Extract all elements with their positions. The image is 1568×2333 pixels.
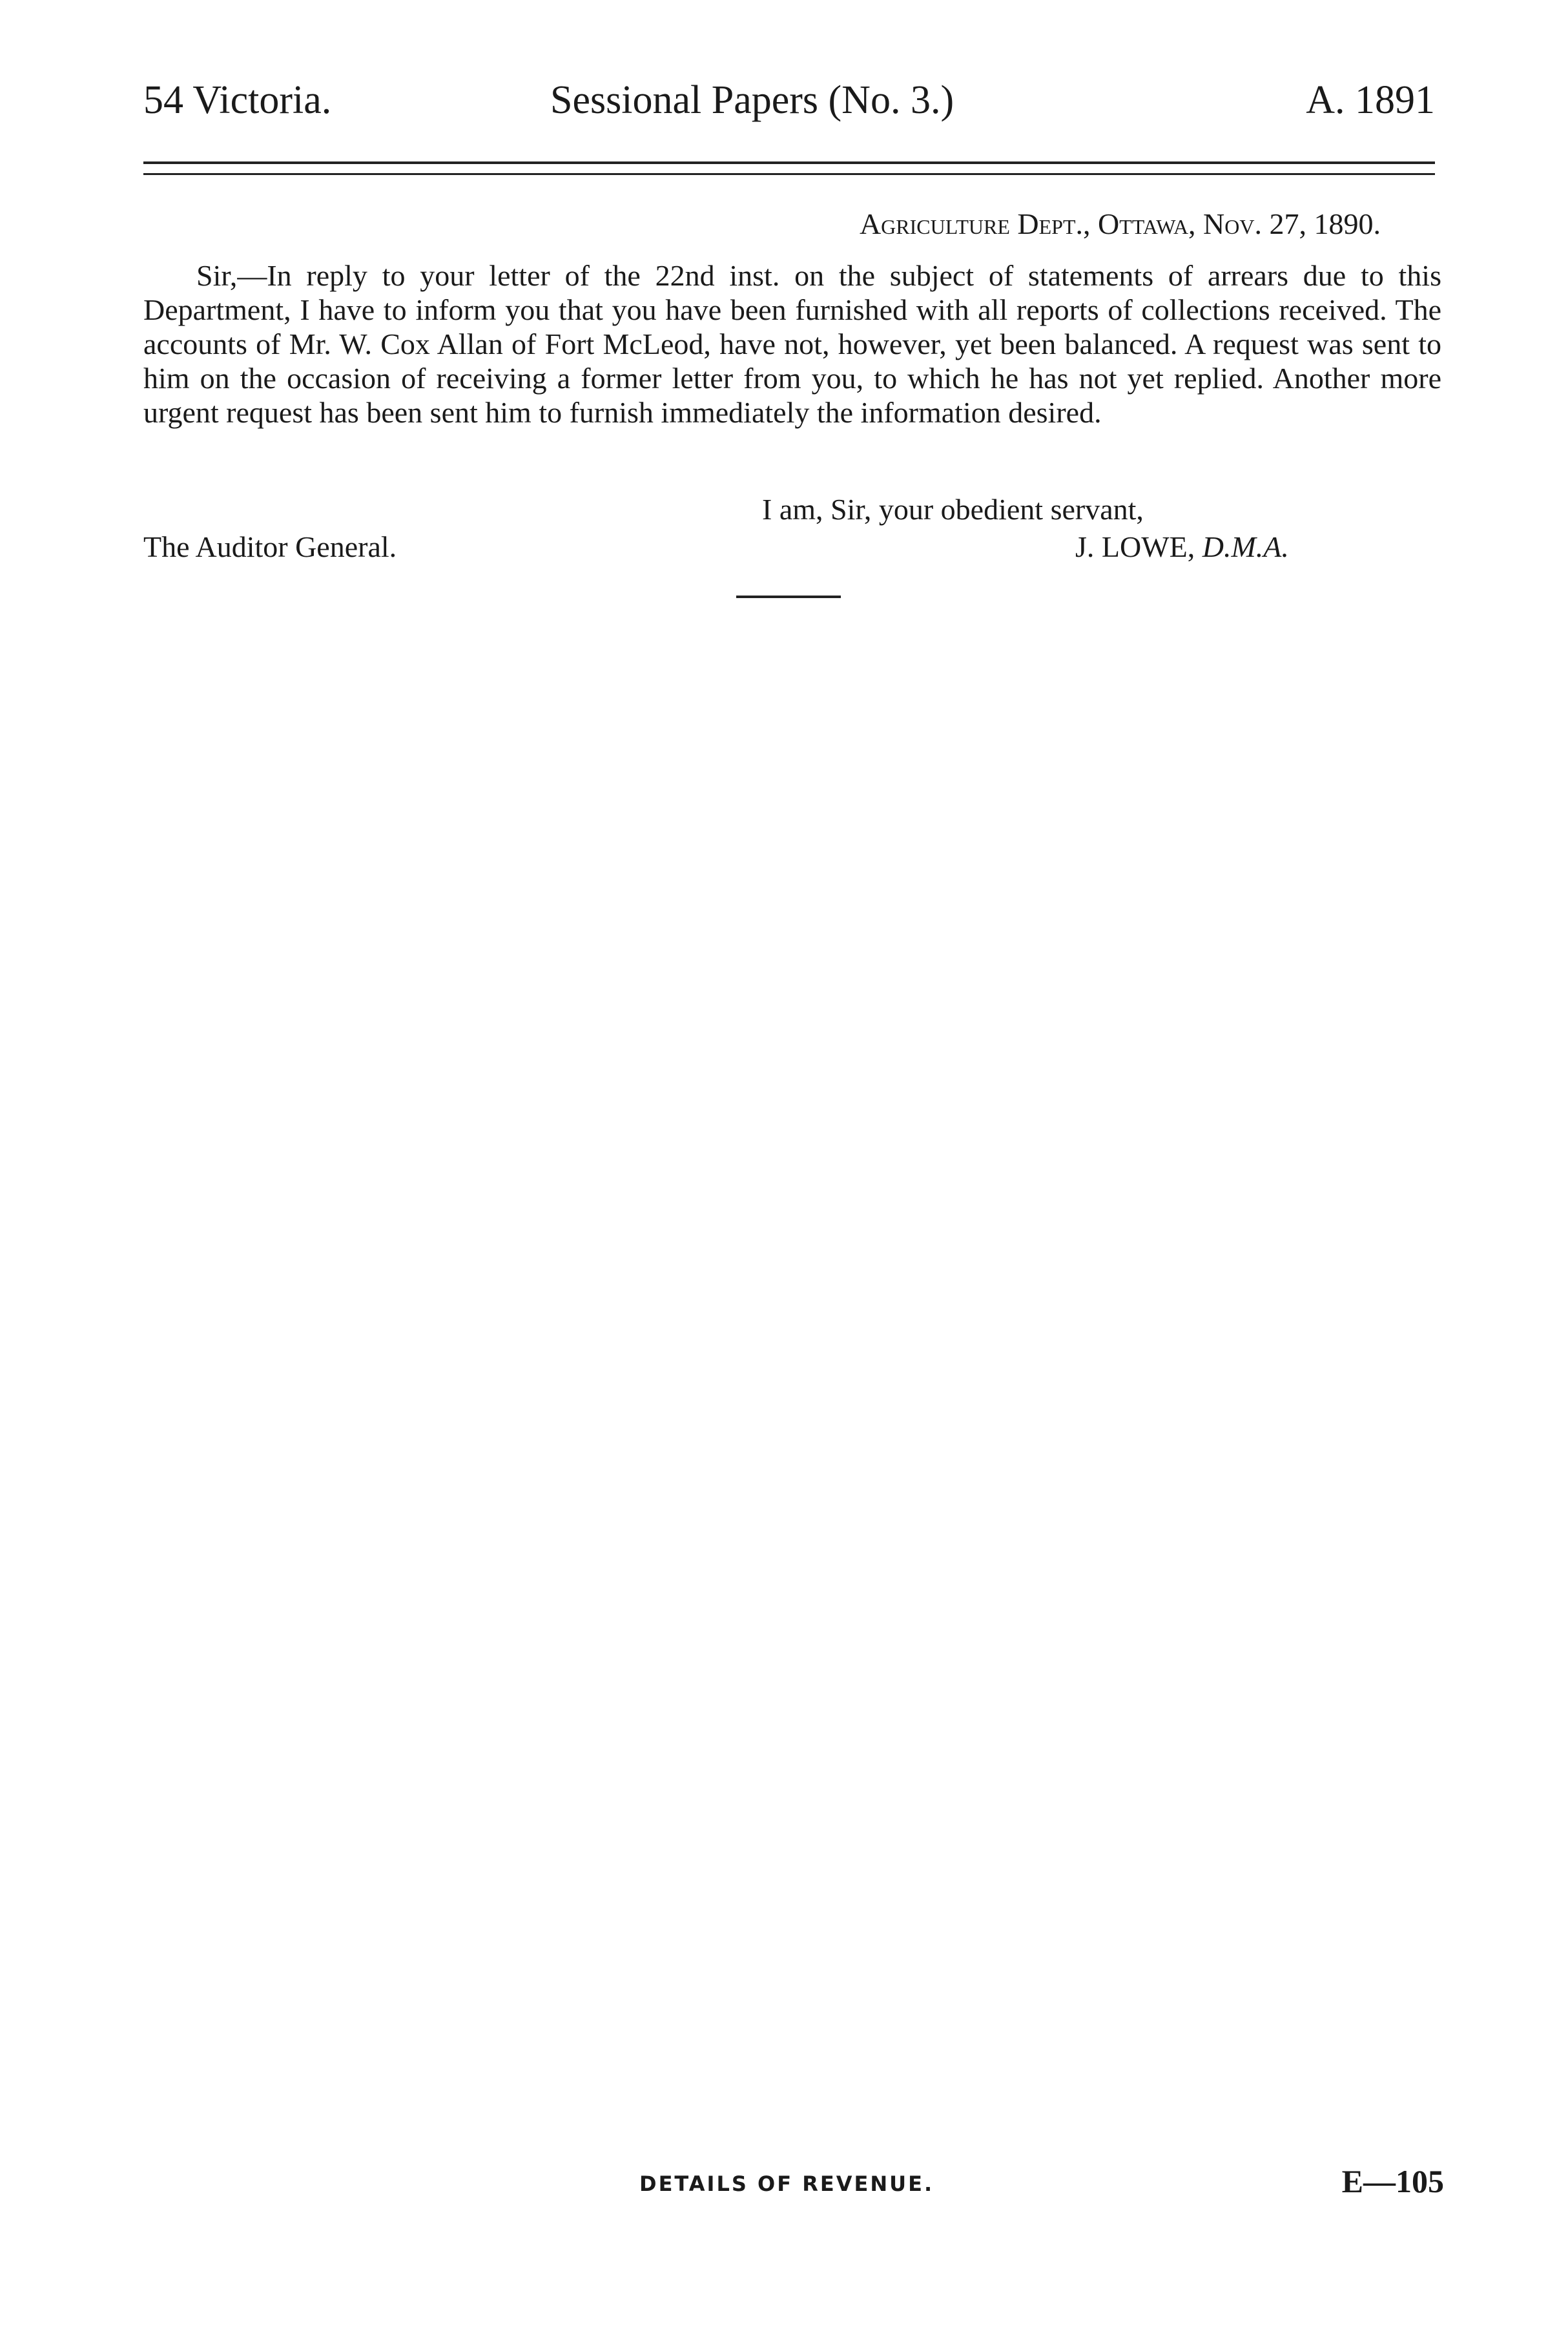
header-title: Sessional Papers (No. 3.) <box>550 78 954 122</box>
signature-name: J. LOWE, <box>1075 530 1195 563</box>
page-header <box>143 78 1435 136</box>
footer-section-title: DETAILS OF REVENUE. <box>639 2172 934 2196</box>
signature-title: D.M.A. <box>1202 530 1289 563</box>
header-session: 54 Victoria. <box>143 78 332 122</box>
letter-addressee: The Auditor General. <box>143 530 397 563</box>
header-year: A. 1891 <box>1306 78 1435 122</box>
header-rule-thick <box>143 161 1435 164</box>
section-divider <box>736 596 841 598</box>
letter-dateline: Agriculture Dept., Ottawa, Nov. 27, 1890. <box>859 207 1381 240</box>
header-rule-thin <box>143 173 1435 175</box>
letter-closing: I am, Sir, your obedient servant, <box>762 493 1144 526</box>
letter-body: Sir,—In reply to your letter of the 22nd inst. on the subject of statements of arrears due to this Department, I have to inform you that you have been furnished with all reports of collections received. The accounts of Mr. W. Cox Allan of Fort McLeod, have not, however, yet been balanced. A request was sent to him on the occasion of receiving a former letter from you, to which he has not yet replied. Another more urgent request has been sent him to furnish immediately the information desired. <box>143 259 1441 429</box>
letter-signature <box>1075 530 1289 564</box>
footer-page-number: E—105 <box>1341 2163 1444 2199</box>
